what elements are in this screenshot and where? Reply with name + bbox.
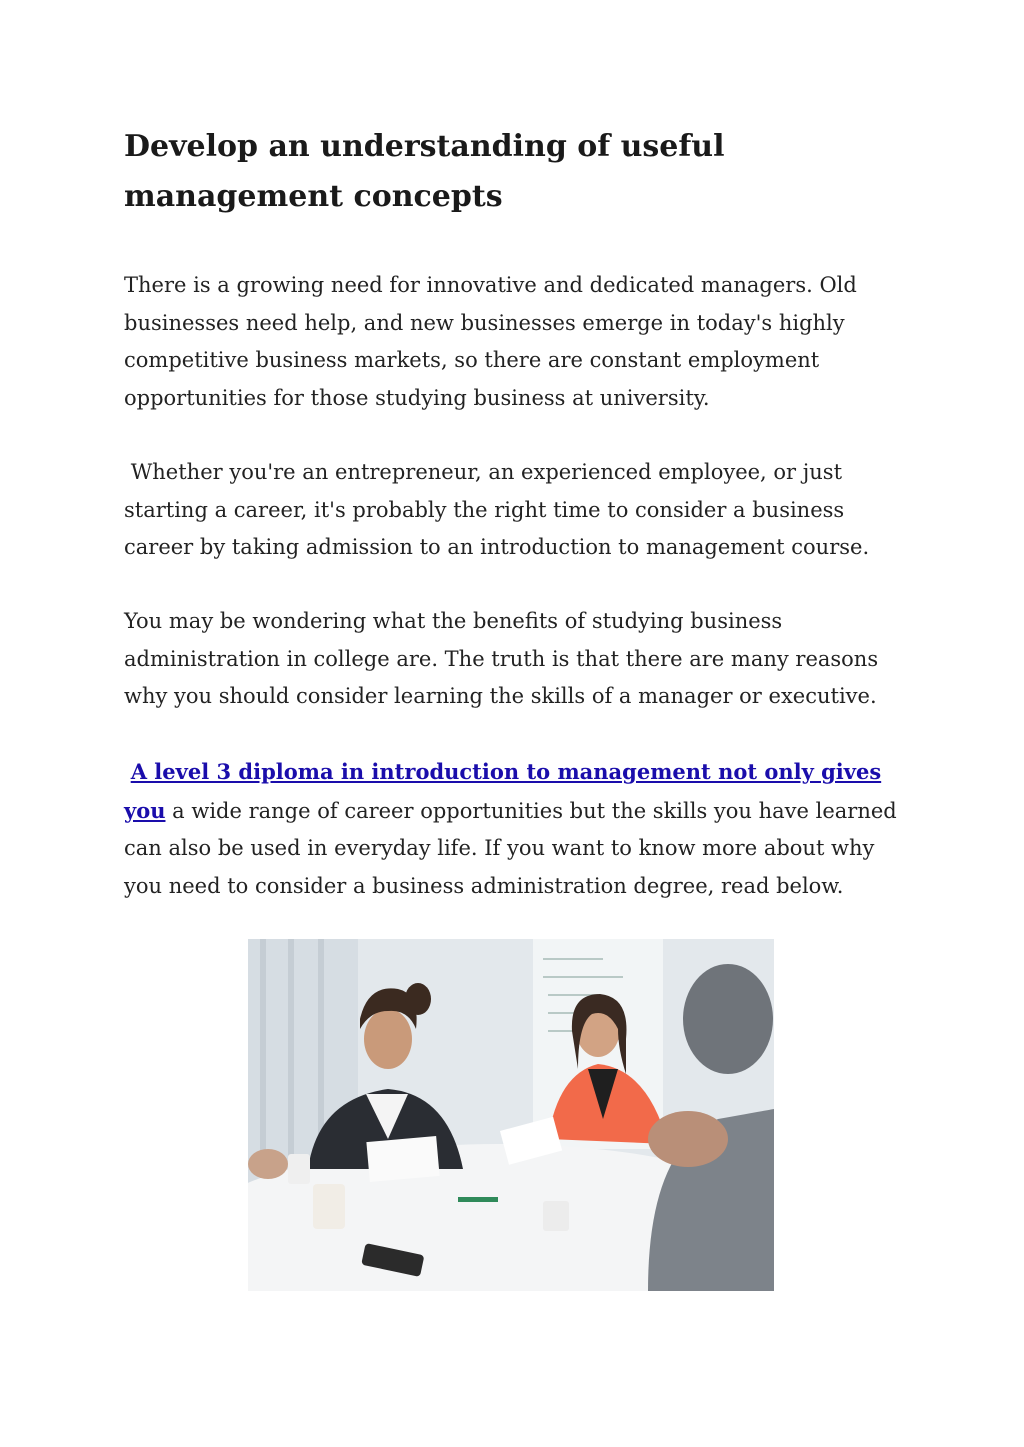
paragraph-2: Whether you're an entrepreneur, an experienced employee, or just starting a career, it's probably the right time to consider a business career by taking admission to an introduction to management course. (124, 460, 870, 559)
article-title: Develop an understanding of useful management concepts (124, 129, 725, 214)
paragraph-3: You may be wondering what the benefits of studying business administration in college are. The truth is that there are many reasons why you should consider learning the skills of a manager or executive. (124, 609, 879, 708)
paragraph-1: There is a growing need for innovative and dedicated managers. Old businesses need help, and new businesses emerge in today's highly competitive business markets, so there are constant employment opportunities for those studying business at university. (124, 273, 857, 410)
paragraph-4 (124, 753, 914, 905)
meeting-photo (248, 939, 774, 1291)
diploma-link[interactable]: A level 3 diploma in introduction to management not only gives you (124, 759, 882, 823)
paragraph-4-text: a wide range of career opportunities but the skills you have learned can also be used in everyday life. If you want to know more about why you need to consider a business administration degree, read below. (124, 798, 897, 898)
